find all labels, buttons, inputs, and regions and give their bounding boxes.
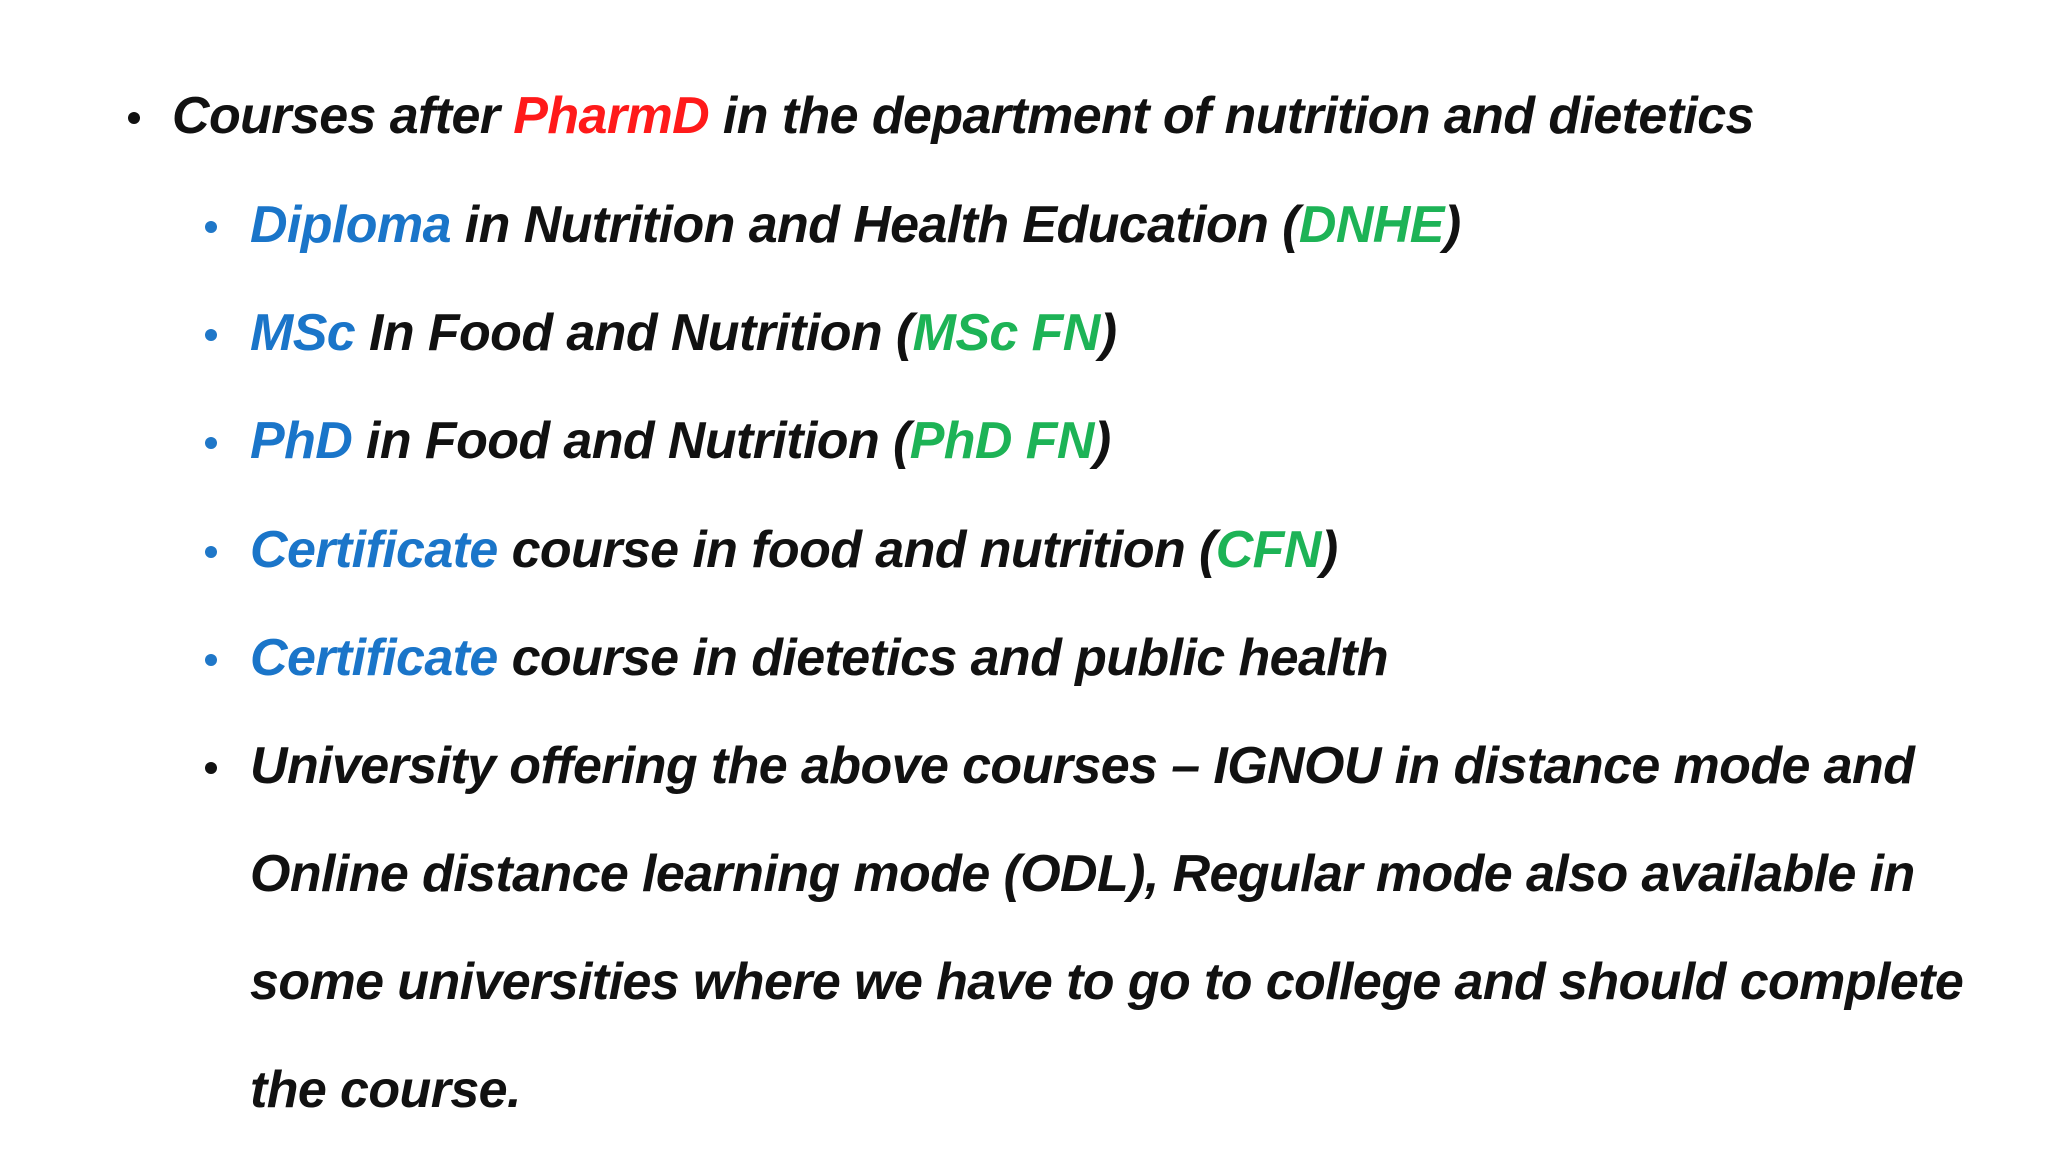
course-close: ): [1320, 521, 1338, 579]
main-bullet-after: in the department of nutrition and dietetics: [709, 87, 1754, 145]
course-abbr: PhD FN: [909, 412, 1094, 470]
course-item-4: [250, 518, 1338, 582]
course-lead: MSc: [250, 304, 356, 362]
course-rest: In Food and Nutrition (: [355, 304, 913, 362]
main-bullet-before: Courses after: [172, 87, 514, 145]
course-rest: in Nutrition and Health Education (: [450, 196, 1299, 254]
university-note-line-2: Online distance learning mode (ODL), Regular mode also available in: [250, 845, 1915, 903]
university-note-line-3: some universities where we have to go to college and should complete: [250, 953, 1964, 1011]
course-item-3: [250, 409, 1111, 473]
course-lead: Certificate: [250, 521, 498, 579]
bullet-dot-course-1: [205, 221, 217, 233]
bullet-dot-main: [128, 112, 140, 124]
course-close: ): [1093, 412, 1111, 470]
course-close: ): [1099, 304, 1117, 362]
course-abbr: MSc FN: [912, 304, 1100, 362]
course-item-2: [250, 301, 1116, 365]
course-lead: Certificate: [250, 629, 498, 687]
main-bullet-highlight: PharmD: [513, 87, 710, 145]
bullet-dot-course-4: [205, 546, 217, 558]
bullet-dot-course-2: [205, 329, 217, 341]
bullet-dot-university: [205, 762, 217, 774]
course-lead: Diploma: [250, 196, 451, 254]
course-abbr: DNHE: [1298, 196, 1444, 254]
course-rest: course in dietetics and public health: [497, 629, 1388, 687]
university-note-line-4: the course.: [250, 1061, 521, 1119]
course-item-1: [250, 193, 1461, 257]
main-bullet-text: [172, 84, 1754, 148]
university-note-line-1: University offering the above courses – IGNOU in distance mode and: [250, 737, 1915, 795]
course-lead: PhD: [250, 412, 353, 470]
bullet-dot-course-5: [205, 654, 217, 666]
bullet-dot-course-3: [205, 437, 217, 449]
course-abbr: CFN: [1215, 521, 1321, 579]
course-item-5: [250, 626, 1388, 690]
course-rest: course in food and nutrition (: [497, 521, 1216, 579]
course-close: ): [1443, 196, 1461, 254]
course-rest: in Food and Nutrition (: [352, 412, 910, 470]
